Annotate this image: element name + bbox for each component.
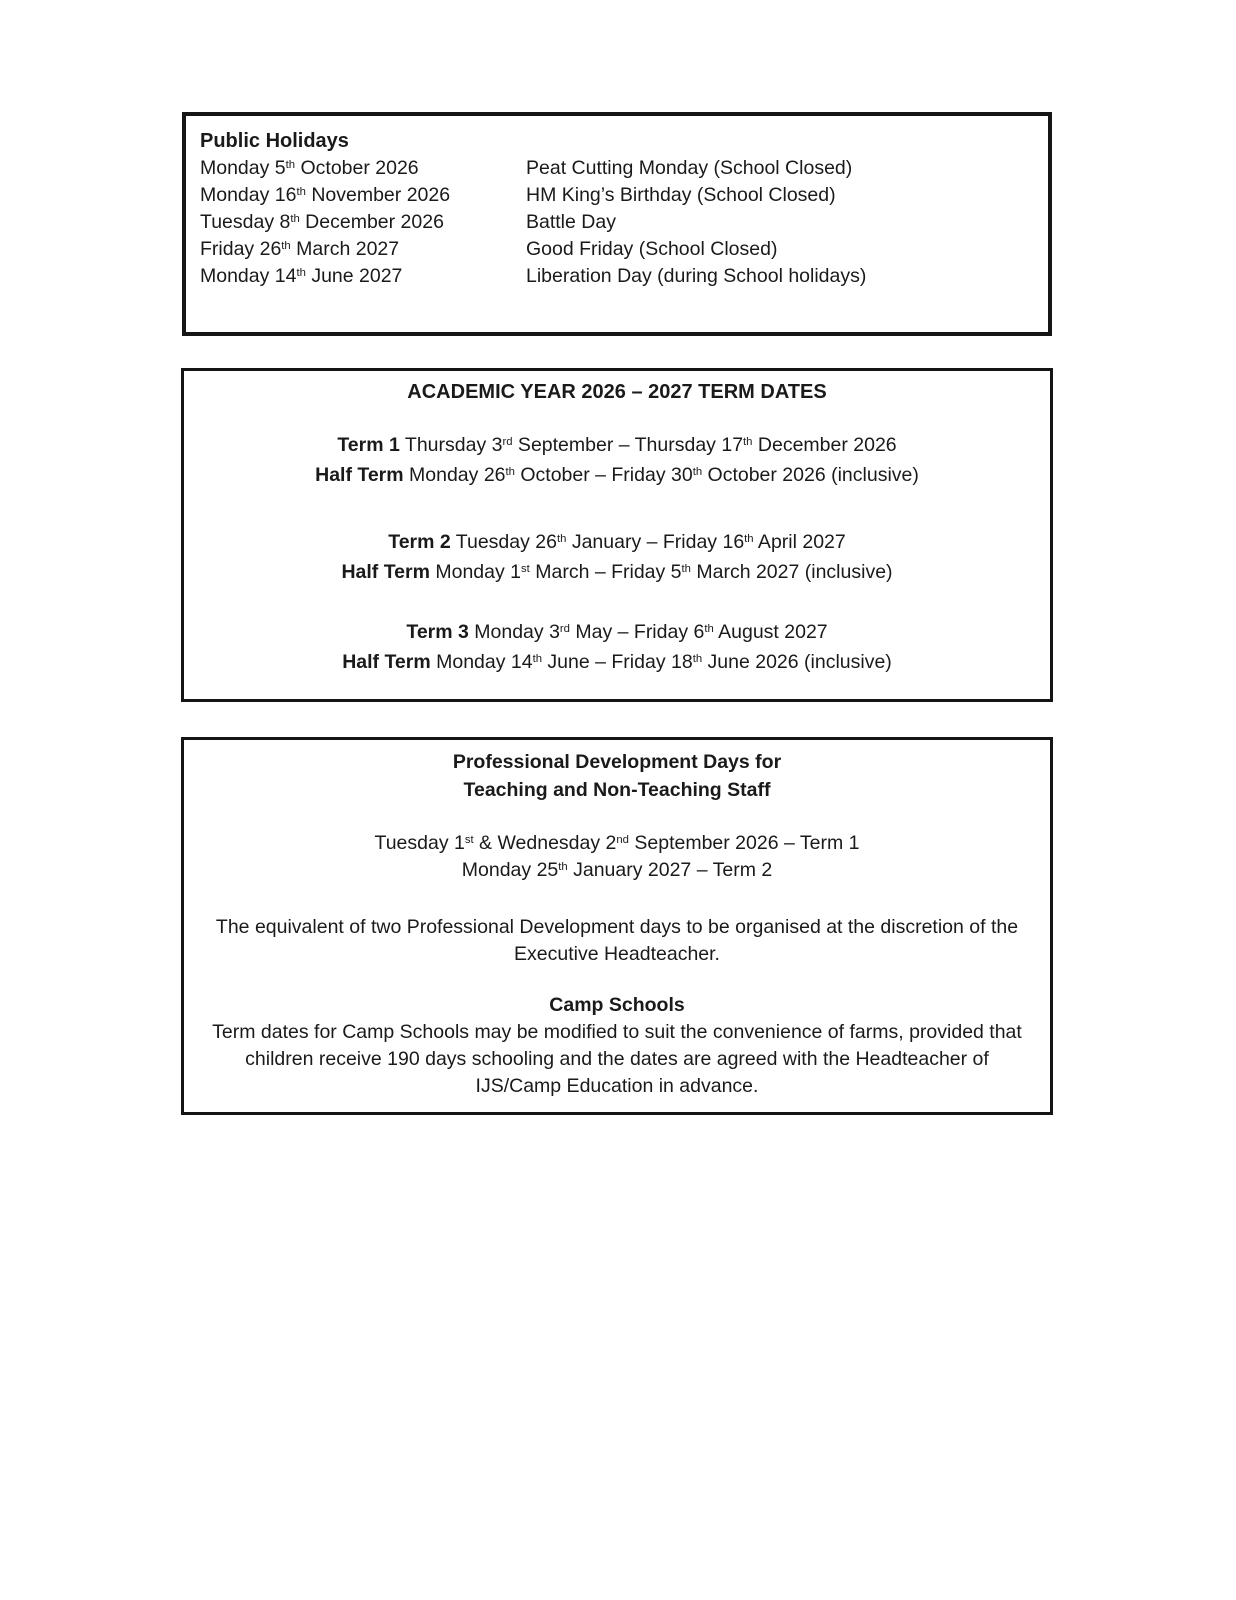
holiday-row <box>200 263 1034 290</box>
holiday-name: Battle Day <box>526 211 616 233</box>
term-group-2 <box>194 527 1040 587</box>
term-2-half-term: Half Term Monday 1st March – Friday 5th March 2027 (inclusive) <box>341 561 893 583</box>
holiday-date: Friday 26th March 2027 <box>200 238 400 260</box>
professional-development-box <box>181 737 1053 1115</box>
term-3-dates: Term 3 Monday 3rd May – Friday 6th August 2027 <box>406 621 828 643</box>
holiday-row <box>200 155 1034 182</box>
holiday-date: Monday 14th June 2027 <box>200 265 403 287</box>
holiday-date: Monday 16th November 2026 <box>200 184 451 206</box>
pd-date-term-1: Tuesday 1st & Wednesday 2nd September 2026 – Term 1 <box>374 832 860 854</box>
camp-schools-title: Camp Schools <box>549 994 685 1016</box>
holiday-name: Good Friday (School Closed) <box>526 238 778 260</box>
holiday-name: Peat Cutting Monday (School Closed) <box>526 157 853 179</box>
holiday-name: Liberation Day (during School holidays) <box>526 265 867 287</box>
term-dates-title: ACADEMIC YEAR 2026 – 2027 TERM DATES <box>407 381 827 403</box>
holiday-name: HM King’s Birthday (School Closed) <box>526 184 836 206</box>
term-group-3 <box>194 617 1040 677</box>
term-3-half-term: Half Term Monday 14th June – Friday 18th June 2026 (inclusive) <box>342 651 892 673</box>
holiday-date: Tuesday 8th December 2026 <box>200 211 444 233</box>
camp-schools-line-1: Term dates for Camp Schools may be modified to suit the convenience of farms, provided that <box>212 1021 1022 1043</box>
pd-dates <box>194 830 1040 884</box>
term-dates-box <box>181 368 1053 702</box>
camp-schools-text <box>194 1019 1040 1100</box>
holiday-row <box>200 182 1034 209</box>
pd-title-line-2: Teaching and Non-Teaching Staff <box>463 779 771 801</box>
public-holidays-title: Public Holidays <box>200 130 349 152</box>
term-1-dates: Term 1 Thursday 3rd September – Thursday 17th December 2026 <box>337 434 897 456</box>
holiday-row <box>200 209 1034 236</box>
pd-note-line-1: The equivalent of two Professional Development days to be organised at the discretion of the <box>215 916 1019 938</box>
holiday-date: Monday 5th October 2026 <box>200 157 419 179</box>
pd-date-term-2: Monday 25th January 2027 – Term 2 <box>461 859 773 881</box>
holiday-row <box>200 236 1034 263</box>
public-holidays-box <box>182 112 1052 336</box>
pd-note-line-2: Executive Headteacher. <box>514 943 720 965</box>
camp-schools-line-3: IJS/Camp Education in advance. <box>475 1075 759 1097</box>
term-group-1 <box>194 430 1040 490</box>
term-2-dates: Term 2 Tuesday 26th January – Friday 16th April 2027 <box>388 531 846 553</box>
camp-schools-line-2: children receive 190 days schooling and the dates are agreed with the Headteacher of <box>245 1048 989 1070</box>
pd-note <box>194 914 1040 968</box>
term-1-half-term: Half Term Monday 26th October – Friday 30th October 2026 (inclusive) <box>315 464 919 486</box>
pd-title-line-1: Professional Development Days for <box>452 751 782 773</box>
